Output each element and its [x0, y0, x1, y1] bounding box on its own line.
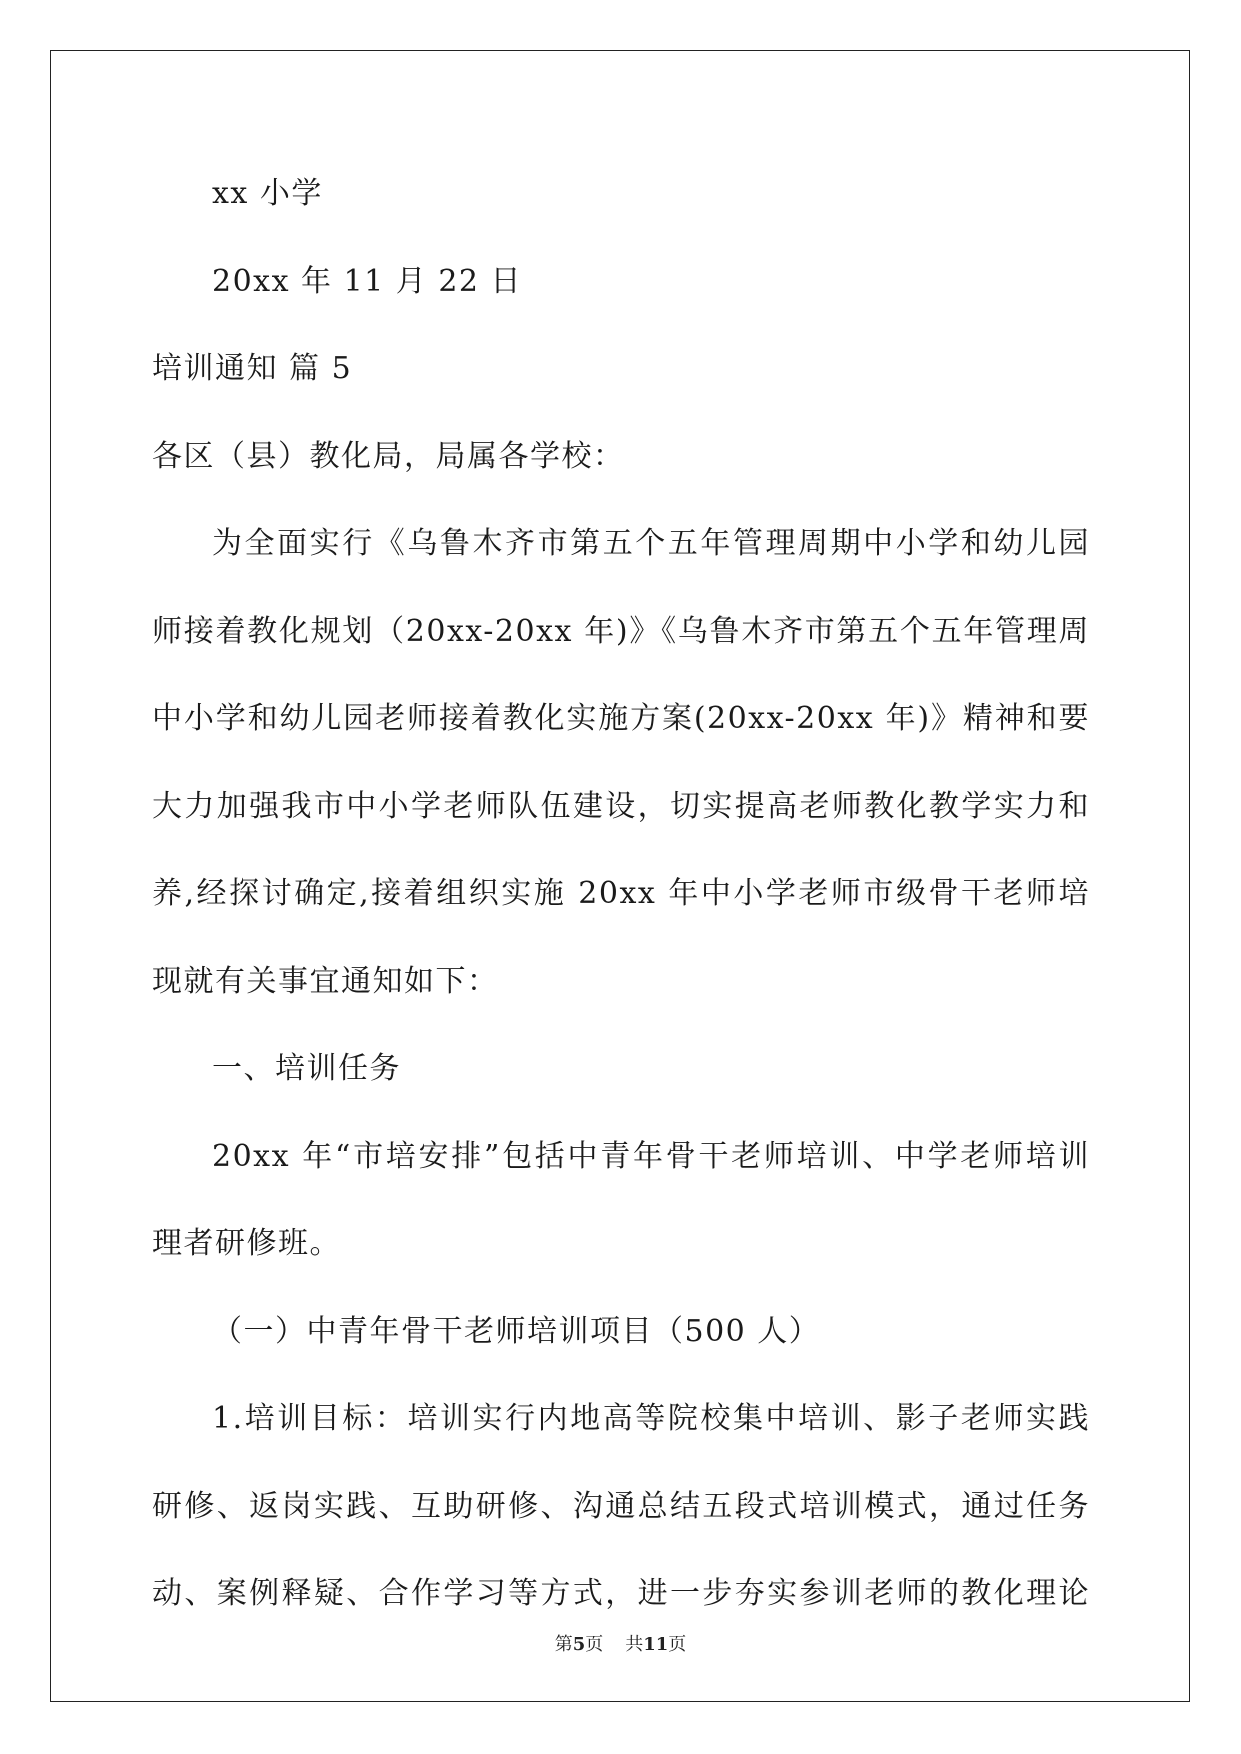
paragraph-line: 研修、返岗实践、互助研修、沟通总结五段式培训模式，通过任务 — [152, 1488, 1090, 1524]
footer-total-suffix: 页 — [668, 1634, 687, 1655]
footer-page-suffix: 页 — [585, 1634, 604, 1655]
paragraph-line: 1.培训目标：培训实行内地高等院校集中培训、影子老师实践 — [212, 1401, 1090, 1436]
paragraph-line: 理者研修班。 — [152, 1226, 341, 1261]
salutation: 各区（县）教化局，局属各学校： — [152, 438, 625, 474]
footer-total-pages: 11 — [643, 1634, 669, 1655]
footer-prefix: 第 — [554, 1634, 573, 1655]
subsection-heading: （一）中青年骨干老师培训项目（500 人） — [212, 1313, 821, 1349]
paragraph-line: 动、案例释疑、合作学习等方式，进一步夯实参训老师的教化理论 — [152, 1576, 1090, 1611]
footer-total-prefix: 共 — [625, 1634, 644, 1655]
document-body — [152, 150, 1090, 1638]
paragraph-line: 养,经探讨确定,接着组织实施 20xx 年中小学老师市级骨干老师培 — [152, 876, 1090, 911]
footer-page-number: 5 — [572, 1634, 586, 1655]
subsection-heading: 一、培训任务 — [212, 1051, 401, 1086]
signature-school: xx 小学 — [212, 176, 323, 211]
paragraph-line: 中小学和幼儿园老师接着教化实施方案(20xx-20xx 年)》精神和要 — [152, 701, 1090, 736]
paragraph-line: 为全面实行《乌鲁木齐市第五个五年管理周期中小学和幼儿园 — [212, 526, 1090, 561]
paragraph-line: 大力加强我市中小学老师队伍建设，切实提高老师教化教学实力和 — [152, 788, 1090, 824]
section-heading: 培训通知 篇 5 — [152, 351, 353, 386]
page-footer — [0, 1630, 1241, 1656]
paragraph-line: 师接着教化规划（20xx-20xx 年)》《乌鲁木齐市第五个五年管理周 — [152, 613, 1090, 649]
paragraph-line: 20xx 年“市培安排”包括中青年骨干老师培训、中学老师培训 — [212, 1138, 1090, 1174]
paragraph-line: 现就有关事宜通知如下： — [152, 963, 499, 999]
signature-date: 20xx 年 11 月 22 日 — [212, 263, 523, 299]
